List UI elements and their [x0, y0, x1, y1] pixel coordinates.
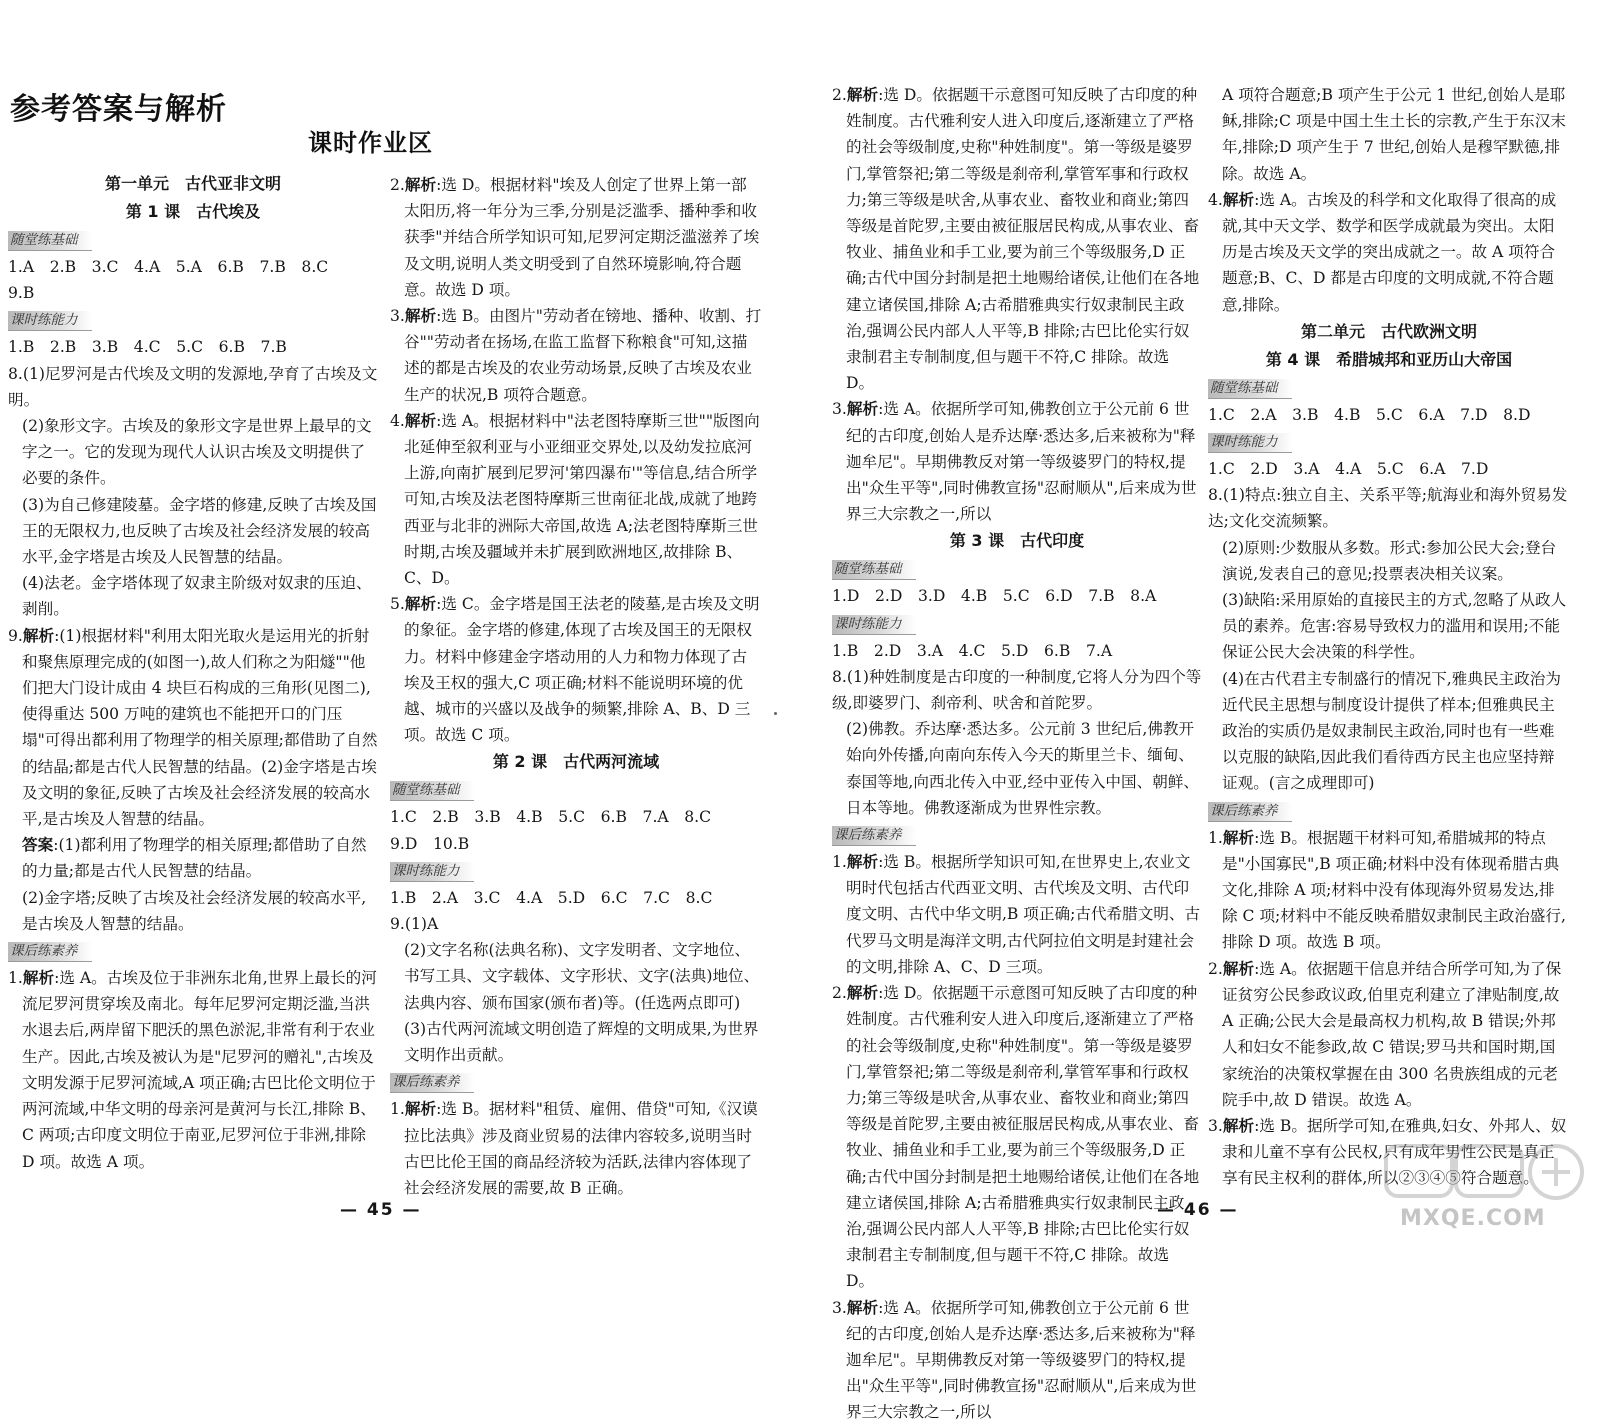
answer-line: 1.D 2.D 3.D 4.B 5.C 6.D 7.B 8.A — [832, 587, 1157, 606]
section-tag: 课时练能力 — [832, 615, 916, 635]
section-title: 课时作业区 — [308, 128, 433, 157]
analysis-text: :选 D。依据题干示意图可知反映了古印度的种姓制度。古代雅利安人进入印度后,逐渐建立了严格的社会等级制度,史称"种姓制度"。第一等级是婆罗门,掌管祭祀;第二等级是刹帝利,掌管军事和行政权力;第三等级是吠舍,从事农业、畜牧业和商业;第四等级是首陀罗,主要由被征服居民构成,从事农业、畜牧业、捕鱼业和手工业,要为前三个等级服务,D 正确;古代中国分封制是把土地赐给诸侯,让他们在各地建立诸侯国,排除 A;古希腊雅典实行奴隶制民主政治,强调公民内部人人平等,B 排除;古巴比伦实行奴隶制君主专制制度,但与题干不符,C 排除。故选 D。 — [846, 984, 1200, 1291]
analysis-label: 解析 — [846, 400, 879, 419]
answer-paragraph: 9.(1)A — [390, 915, 439, 934]
answer-paragraph: 9.解析:(1)根据材料"利用太阳光取火是运用光的折射和聚焦原理完成的(如图一),故人们称之为阳燧""他们把大门设计成由 4 块巨石构成的三角形(见图二),使得重达 500 万吨的建筑也不能把开口的门压塌"可得出都利用了物理学的相关原理;都借助了自然的结晶;都是古代人民智慧的结晶。(2)金字塔是古埃及文明的象征,反映了古埃及社会经济发展的较高水平,是古埃及人智慧的结晶。 — [8, 626, 378, 829]
analysis-text: :选 B。根据所学知识可知,在世界史上,农业文明时代包括古代西亚文明、古代埃及文明、古代印度文明、古代中华文明,B 项正确;古代希腊文明、古代罗马文明是海洋文明,古代阿拉伯文明是封建社会的文明,排除 A、C、D 三项。 — [846, 853, 1201, 976]
right-page — [800, 0, 1600, 1422]
right-column-1 — [832, 82, 1202, 1426]
unit-heading: 第一单元 古代亚非文明 — [104, 174, 281, 193]
answer-label: 答案 — [22, 836, 54, 855]
analysis-label: 解析 — [1222, 1116, 1255, 1135]
answer-line: 1.B 2.D 3.A 4.C 5.D 6.B 7.A — [832, 641, 1113, 660]
answer-paragraph: 2.解析:选 D。依据题干示意图可知反映了古印度的种姓制度。古代雅利安人进入印度后,逐渐建立了严格的社会等级制度,史称"种姓制度"。第一等级是婆罗门,掌管祭祀;第二等级是刹帝利,掌管军事和行政权力;第三等级是吠舍,从事农业、畜牧业和商业;第四等级是首陀罗,主要由被征服居民构成,从事农业、畜牧业、捕鱼业和手工业,要为前三个等级服务,D 正确;古代中国分封制是把土地赐给诸侯,让他们在各地建立诸侯国,排除 A;古希腊雅典实行奴隶制民主政治,强调公民内部人人平等,B 排除;古巴比伦实行奴隶制君主专制制度,但与题干不符,C 排除。故选 D。 — [832, 984, 1200, 1291]
answer-paragraph: (2)文字名称(法典名称)、文字发明者、文字地位、书写工具、文字载体、文字形状、文字(法典)地位、法典内容、颁布国家(颁布者)等。(任选两点即可) — [404, 941, 760, 1012]
analysis-label: 解析 — [1222, 190, 1255, 209]
analysis-label: 解析 — [1222, 828, 1255, 847]
section-tag: 课后练素养 — [832, 826, 916, 846]
answer-paragraph: 4.解析:选 A。根据材料中"法老图特摩斯三世""版图向北延伸至叙利亚与小亚细亚交界处,以及幼发拉底河上游,向南扩展到尼罗河'第四瀑布'"等信息,结合所学可知,古埃及法老图特摩斯三世南征北战,成就了地跨西亚与北非的洲际大帝国,故选 A;法老图特摩斯三世时期,古埃及疆域并未扩展到欧洲地区,故排除 B、C、D。 — [390, 411, 760, 588]
right-column-2 — [1208, 82, 1570, 1192]
unit-heading: 第二单元 古代欧洲文明 — [1300, 321, 1477, 341]
analysis-label: 解析 — [846, 853, 879, 872]
analysis-text: :选 A。古埃及的科学和文化取得了很高的成就,其中天文学、数学和医学成就最为突出。太阳历是古埃及天文学的突出成就之一。故 A 项符合题意;B、C、D 都是古印度的文明成就,不符合题意,排除。 — [1222, 190, 1557, 314]
page-number: — 45 — — [340, 1200, 422, 1220]
answer-paragraph: (2)原则:少数服从多数。形式:参加公民大会;登台演说,发表自己的意见;投票表决相关议案。 — [1222, 538, 1557, 583]
answer-line: 1.C 2.D 3.A 4.A 5.C 6.A 7.D — [1208, 460, 1489, 479]
analysis-label: 解析 — [404, 307, 437, 326]
answer-paragraph: 3.解析:选 B。据所学可知,在雅典,妇女、外邦人、奴隶和儿童不享有公民权,只有成年男性公民是真正享有民主权利的群体,所以②③④⑤符合题意。 — [1208, 1116, 1567, 1188]
analysis-label: 解析 — [404, 411, 437, 430]
analysis-text: :选 A。依据所学可知,佛教创立于公元前 6 世纪的古印度,创始人是乔达摩·悉达多,后来被称为"释迦牟尼"。早期佛教反对第一等级婆罗门的特权,提出"众生平等",同时佛教宣扬"忍耐顺从",后来成为世界三大宗教之一,所以 — [846, 400, 1197, 524]
analysis-text: :选 B。由图片"劳动者在镑地、播种、收割、打谷""劳动者在扬场,在监工监督下称粮食"可知,这描述的都是古埃及的农业劳动场景,反映了古埃及农业生产的状况,B 项符合题意。 — [404, 307, 762, 404]
left-page — [0, 0, 800, 1234]
analysis-label: 解析 — [404, 1100, 437, 1119]
analysis-text: :选 D。根据材料"埃及人创定了世界上第一部太阳历,将一年分为三季,分别是泛滥季、播种季和收获季"并结合所学知识可知,尼罗河定期泛滥滋养了埃及文明,说明人类文明受到了自然环境影响,符合题意。故选 D 项。 — [404, 176, 760, 299]
analysis-label: 解析 — [22, 969, 55, 988]
analysis-text: :选 B。根据题干材料可知,希腊城邦的特点是"小国寡民",B 项正确;材料中没有体现希腊古典文化,排除 A 项;材料中没有体现海外贸易发达,排除 C 项;材料中不能反映希腊奴隶制民主政治盛行,排除 D 项。故选 B 项。 — [1222, 828, 1566, 952]
analysis-label: 解析 — [846, 1298, 879, 1317]
answer-line: 1.C 2.A 3.B 4.B 5.C 6.A 7.D 8.D — [1208, 405, 1531, 424]
main-title: 参考答案与解析 — [10, 92, 227, 127]
lesson-heading: 第 2 课 古代两河流域 — [492, 752, 660, 772]
answer-paragraph: 1.解析:选 B。根据所学知识可知,在世界史上,农业文明时代包括古代西亚文明、古代埃及文明、古代印度文明、古代中华文明,B 项正确;古代希腊文明、古代罗马文明是海洋文明,古代阿拉伯文明是封建社会的文明,排除 A、C、D 三项。 — [832, 853, 1201, 976]
answer-paragraph: 8.(1)种姓制度是古印度的一种制度,它将人分为四个等级,即婆罗门、刹帝利、吠舍和首陀罗。 — [832, 667, 1202, 713]
lesson-heading: 第 1 课 古代埃及 — [125, 202, 261, 221]
section-tag: 课后练素养 — [8, 942, 92, 962]
answer-paragraph: (2)象形文字。古埃及的象形文字是世界上最早的文字之一。它的发现为现代人认识古埃及文明提供了必要的条件。 — [22, 417, 372, 488]
analysis-label: 解析 — [22, 626, 55, 645]
lesson-heading: 第 4 课 希腊城邦和亚历山大帝国 — [1265, 349, 1513, 369]
section-tag: 课后练素养 — [1208, 802, 1292, 822]
watermark-text: MXQE.COM — [1400, 1206, 1546, 1231]
answer-line: 1.B 2.B 3.B 4.C 5.C 6.B 7.B — [8, 338, 287, 357]
section-tag: 课时练能力 — [390, 862, 474, 882]
answer-paragraph: (4)法老。金字塔体现了奴隶主阶级对奴隶的压迫、剥削。 — [22, 574, 372, 619]
answer-paragraph: A 项符合题意;B 项产生于公元 1 世纪,创始人是耶稣,排除;C 项是中国土生土长的宗教,产生于东汉末年,排除;D 项产生于 7 世纪,创始人是穆罕默德,排除。故选 A。 — [1222, 86, 1566, 183]
analysis-text: :选 C。金字塔是国王法老的陵墓,是古埃及文明的象征。金字塔的修建,体现了古埃及国王的无限权力。材料中修建金字塔动用的人力和物力体现了古埃及王权的强大,C 项正确;材料不能说明环境的优越、城市的兴盛以及战争的频繁,排除 A、B、D 三项。故选 C 项。 — [404, 595, 760, 745]
answer-paragraph: (3)缺陷:采用原始的直接民主的方式,忽略了从政人员的素养。危害:容易导致权力的滥用和误用;不能保证公民大会决策的科学性。 — [1222, 591, 1567, 662]
analysis-label: 解析 — [1222, 959, 1255, 978]
answer-paragraph: 1.解析:选 A。古埃及位于非洲东北角,世界上最长的河流尼罗河贯穿埃及南北。每年尼罗河定期泛滥,当洪水退去后,两岸留下肥沃的黑色淤泥,非常有利于农业生产。因此,古埃及被认为是"尼罗河的赠礼",古埃及文明发源于尼罗河流域,A 项正确;古巴比伦文明位于两河流域,中华文明的母亲河是黄河与长江,排除 B、C 两项;古印度文明位于南亚,尼罗河位于非洲,排除 D 项。故选 A 项。 — [8, 969, 377, 1171]
analysis-label: 解析 — [404, 176, 437, 194]
answer-line: 9.D 10.B — [390, 834, 470, 853]
answer-line: 1.A 2.B 3.C 4.A 5.A 6.B 7.B 8.C — [8, 258, 329, 276]
answer-paragraph: (2)金字塔;反映了古埃及社会经济发展的较高水平,是古埃及人智慧的结晶。 — [22, 888, 367, 933]
section-tag: 随堂练基础 — [1208, 379, 1292, 399]
lesson-heading: 第 3 课 古代印度 — [949, 531, 1085, 551]
section-tag: 课时练能力 — [8, 311, 92, 331]
answer-paragraph: 8.(1)尼罗河是古代埃及文明的发源地,孕育了古埃及文明。 — [8, 364, 378, 409]
left-column-2 — [390, 172, 762, 1201]
section-tag: 随堂练基础 — [390, 781, 474, 801]
answer-paragraph: 3.解析:选 A。依据所学可知,佛教创立于公元前 6 世纪的古印度,创始人是乔达摩·悉达多,后来被称为"释迦牟尼"。早期佛教反对第一等级婆罗门的特权,提出"众生平等",同时佛教宣扬"忍耐顺从",后来成为世界三大宗教之一,所以 — [832, 1298, 1197, 1422]
analysis-text: :选 B。据材料"租赁、雇佣、借贷"可知,《汉谟拉比法典》涉及商业贸易的法律内容较多,说明当时古巴比伦王国的商品经济较为活跃,法律内容体现了社会经济发展的需要,故 B 正确。 — [404, 1100, 758, 1197]
left-column-1 — [8, 170, 378, 1175]
answer-paragraph: (4)在古代君主专制盛行的情况下,雅典民主政治为近代民主思想与制度设计提供了样本;但雅典民主政治的实质仍是奴隶制民主政治,同时也有一些难以克服的缺陷,因此我们看待西方民主也应坚持辩证观。(言之成理即可) — [1222, 669, 1561, 793]
answer-paragraph: 8.(1)特点:独立自主、关系平等;航海业和海外贸易发达;文化交流频繁。 — [1208, 486, 1568, 531]
answer-paragraph: 3.解析:选 A。依据所学可知,佛教创立于公元前 6 世纪的古印度,创始人是乔达摩·悉达多,后来被称为"释迦牟尼"。早期佛教反对第一等级婆罗门的特权,提出"众生平等",同时佛教宣扬"忍耐顺从",后来成为世界三大宗教之一,所以 — [832, 400, 1197, 524]
analysis-text: :选 D。依据题干示意图可知反映了古印度的种姓制度。古代雅利安人进入印度后,逐渐建立了严格的社会等级制度,史称"种姓制度"。第一等级是婆罗门,掌管祭祀;第二等级是刹帝利,掌管军事和行政权力;第三等级是吠舍,从事农业、畜牧业和商业;第四等级是首陀罗,主要由被征服居民构成,从事农业、畜牧业、捕鱼业和手工业,要为前三个等级服务,D 正确;古代中国分封制是把土地赐给诸侯,让他们在各地建立诸侯国,排除 A;古希腊雅典实行奴隶制民主政治,强调公民内部人人平等,B 排除;古巴比伦实行奴隶制君主专制制度,但与题干不符,C 排除。故选 D。 — [846, 86, 1200, 393]
page-number: — 46 — — [1157, 1200, 1239, 1220]
answer-line: 9.B — [8, 284, 35, 303]
answer-line: 1.C 2.B 3.B 4.B 5.C 6.B 7.A 8.C — [390, 808, 712, 827]
analysis-text: :选 A。依据所学可知,佛教创立于公元前 6 世纪的古印度,创始人是乔达摩·悉达多,后来被称为"释迦牟尼"。早期佛教反对第一等级婆罗门的特权,提出"众生平等",同时佛教宣扬"忍耐顺从",后来成为世界三大宗教之一,所以 — [846, 1298, 1197, 1422]
answer-paragraph: 5.解析:选 C。金字塔是国王法老的陵墓,是古埃及文明的象征。金字塔的修建,体现了古埃及国王的无限权力。材料中修建金字塔动用的人力和物力体现了古埃及王权的强大,C 项正确;材料不能说明环境的优越、城市的兴盛以及战争的频繁,排除 A、B、D 三项。故选 C 项。 — [390, 595, 760, 745]
answer-paragraph — [8, 832, 378, 884]
analysis-text: :选 A。依据题干信息并结合所学可知,为了保证贫穷公民参政议政,伯里克利建立了津贴制度,故 A 正确;公民大会是最高权力机构,故 B 错误;外邦人和妇女不能参政,故 C 错误;罗马共和国时期,国家统治的决策权掌握在由 300 名贵族组成的元老院手中,故 D 错误。故选 A。 — [1222, 959, 1562, 1109]
answer-text: :(1)都利用了物理学的相关原理;都借助了自然的力量;都是古代人民智慧的结晶。 — [22, 836, 367, 881]
answer-paragraph: (3)为自己修建陵墓。金字塔的修建,反映了古埃及国王的无限权力,也反映了古埃及社会经济发展的较高水平,金字塔是古埃及人民智慧的结晶。 — [22, 495, 377, 567]
analysis-text: :选 A。根据材料中"法老图特摩斯三世""版图向北延伸至叙利亚与小亚细亚交界处,以及幼发拉底河上游,向南扩展到尼罗河'第四瀑布'"等信息,结合所学可知,古埃及法老图特摩斯三世南征北战,成就了地跨西亚与北非的洲际大帝国,故选 A;法老图特摩斯三世时期,古埃及疆域并未扩展到欧洲地区,故排除 B、C、D。 — [404, 411, 760, 588]
section-tag: 随堂练基础 — [832, 560, 916, 580]
answer-paragraph: 1.解析:选 B。根据题干材料可知,希腊城邦的特点是"小国寡民",B 项正确;材料中没有体现希腊古典文化,排除 A 项;材料中没有体现海外贸易发达,排除 C 项;材料中不能反映希腊奴隶制民主政治盛行,排除 D 项。故选 B 项。 — [1208, 828, 1566, 952]
answer-paragraph: 4.解析:选 A。古埃及的科学和文化取得了很高的成就,其中天文学、数学和医学成就最为突出。太阳历是古埃及天文学的突出成就之一。故 A 项符合题意;B、C、D 都是古印度的文明成就,不符合题意,排除。 — [1208, 190, 1557, 314]
analysis-label: 解析 — [404, 595, 437, 614]
answer-paragraph: 1.解析:选 B。据材料"租赁、雇佣、借贷"可知,《汉谟拉比法典》涉及商业贸易的法律内容较多,说明当时古巴比伦王国的商品经济较为活跃,法律内容体现了社会经济发展的需要,故 B 正确。 — [390, 1100, 758, 1197]
analysis-label: 解析 — [846, 984, 879, 1003]
answer-paragraph: 2.解析:选 D。根据材料"埃及人创定了世界上第一部太阳历,将一年分为三季,分别是泛滥季、播种季和收获季"并结合所学知识可知,尼罗河定期泛滥滋养了埃及文明,说明人类文明受到了自然环境影响,符合题意。故选 D 项。 — [390, 176, 760, 299]
analysis-text: :(1)根据材料"利用太阳光取火是运用光的折射和聚焦原理完成的(如图一),故人们称之为阳燧""他们把大门设计成由 4 块巨石构成的三角形(见图二),使得重达 500 万吨的建筑也不能把开口的门压塌"可得出都利用了物理学的相关原理;都借助了自然的结晶;都是古代人民智慧的结晶。(2)金字塔是古埃及文明的象征,反映了古埃及社会经济发展的较高水平,是古埃及人智慧的结晶。 — [22, 626, 378, 829]
answer-paragraph: 3.解析:选 B。由图片"劳动者在镑地、播种、收割、打谷""劳动者在扬场,在监工监督下称粮食"可知,这描述的都是古埃及的农业劳动场景,反映了古埃及农业生产的状况,B 项符合题意。 — [390, 307, 762, 404]
gutter-dot — [774, 712, 777, 715]
answer-paragraph: (3)古代两河流域文明创造了辉煌的文明成果,为世界文明作出贡献。 — [404, 1019, 759, 1065]
answer-line: 1.B 2.A 3.C 4.A 5.D 6.C 7.C 8.C — [390, 888, 713, 907]
analysis-text: :选 B。据所学可知,在雅典,妇女、外邦人、奴隶和儿童不享有公民权,只有成年男性公民是真正享有民主权利的群体,所以②③④⑤符合题意。 — [1222, 1116, 1567, 1188]
analysis-text: :选 A。古埃及位于非洲东北角,世界上最长的河流尼罗河贯穿埃及南北。每年尼罗河定期泛滥,当洪水退去后,两岸留下肥沃的黑色淤泥,非常有利于农业生产。因此,古埃及被认为是"尼罗河的赠礼",古埃及文明发源于尼罗河流域,A 项正确;古巴比伦文明位于两河流域,中华文明的母亲河是黄河与长江,排除 B、C 两项;古印度文明位于南亚,尼罗河位于非洲,排除 D 项。故选 A 项。 — [22, 969, 377, 1171]
section-tag: 课后练素养 — [390, 1073, 474, 1093]
answer-paragraph: (2)佛教。乔达摩·悉达多。公元前 3 世纪后,佛教开始向外传播,向南向东传入今天的斯里兰卡、缅甸、泰国等地,向西北传入中亚,经中亚传入中国、朝鲜、日本等地。佛教逐渐成为世界性宗教。 — [846, 720, 1199, 817]
section-tag: 随堂练基础 — [8, 231, 92, 251]
answer-paragraph: 2.解析:选 A。依据题干信息并结合所学可知,为了保证贫穷公民参政议政,伯里克利建立了津贴制度,故 A 正确;公民大会是最高权力机构,故 B 错误;外邦人和妇女不能参政,故 C 错误;罗马共和国时期,国家统治的决策权掌握在由 300 名贵族组成的元老院手中,故 D 错误。故选 A。 — [1208, 959, 1562, 1109]
answer-paragraph: 2.解析:选 D。依据题干示意图可知反映了古印度的种姓制度。古代雅利安人进入印度后,逐渐建立了严格的社会等级制度,史称"种姓制度"。第一等级是婆罗门,掌管祭祀;第二等级是刹帝利,掌管军事和行政权力;第三等级是吠舍,从事农业、畜牧业和商业;第四等级是首陀罗,主要由被征服居民构成,从事农业、畜牧业、捕鱼业和手工业,要为前三个等级服务,D 正确;古代中国分封制是把土地赐给诸侯,让他们在各地建立诸侯国,排除 A;古希腊雅典实行奴隶制民主政治,强调公民内部人人平等,B 排除;古巴比伦实行奴隶制君主专制制度,但与题干不符,C 排除。故选 D。 — [832, 86, 1200, 393]
analysis-label: 解析 — [846, 86, 879, 104]
section-tag: 课时练能力 — [1208, 433, 1292, 453]
